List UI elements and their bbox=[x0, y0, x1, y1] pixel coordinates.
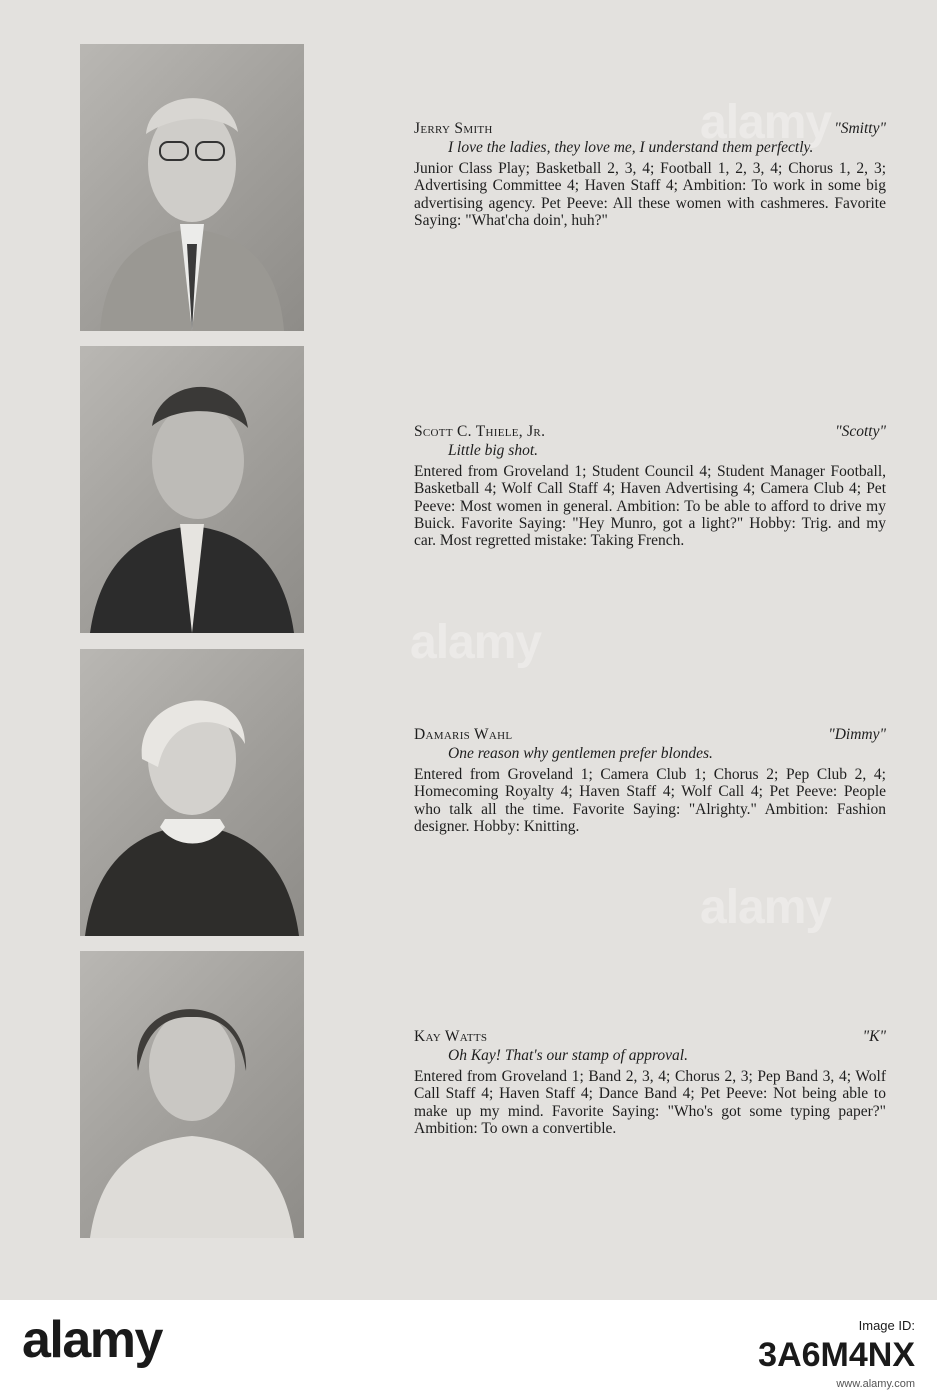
student-motto: I love the ladies, they love me, I understand them perfectly. bbox=[448, 139, 814, 157]
entry-header bbox=[414, 1028, 886, 1045]
student-motto: One reason why gentlemen prefer blondes. bbox=[448, 745, 713, 763]
student-bio: Entered from Groveland 1; Band 2, 3, 4; Chorus 2, 3; Pep Band 3, 4; Wolf Call Staff 4; Haven Staff 4; Dance Band 4; Pet Peeve: Not being able to make up my mind. Favorite Saying: "Who's got some typing paper?" Ambition: To own a convertible. bbox=[414, 1067, 886, 1138]
portrait-silhouette-1 bbox=[80, 44, 304, 331]
student-name: Scott C. Thiele, Jr. bbox=[414, 423, 546, 440]
watermark: alamy bbox=[700, 881, 832, 934]
student-name: Jerry Smith bbox=[414, 120, 493, 137]
student-bio: Junior Class Play; Basketball 2, 3, 4; Football 1, 2, 3, 4; Chorus 1, 2, 3; Advertising Committee 4; Haven Staff 4; Ambition: To work in some big advertising agency. Pet Peeve: All these women with cashmeres. Favorite Saying: "What'cha doin', huh?" bbox=[414, 159, 886, 230]
student-bio: Entered from Groveland 1; Camera Club 1; Chorus 2; Pep Club 2, 4; Homecoming Royalty 4; Haven Staff 4; Wolf Call 4; Pet Peeve: People who talk all the time. Favorite Saying: "Alrighty." Ambition: Fashion designer. Hobby: Knitting. bbox=[414, 765, 886, 836]
watermark: alamy bbox=[410, 616, 542, 669]
student-nickname: "Scotty" bbox=[835, 423, 886, 440]
image-id: 3A6M4NX bbox=[758, 1336, 915, 1374]
student-nickname: "Dimmy" bbox=[828, 726, 886, 743]
entry-header bbox=[414, 423, 886, 440]
portrait-silhouette-4 bbox=[80, 951, 304, 1238]
entry-header bbox=[414, 726, 886, 743]
entry-damaris-wahl bbox=[414, 726, 886, 835]
student-motto: Oh Kay! That's our stamp of approval. bbox=[448, 1047, 688, 1065]
student-bio: Entered from Groveland 1; Student Council 4; Student Manager Football, Basketball 4; Wolf Call Staff 4; Haven Advertising 4; Camera Club 4; Pet Peeve: Most women in general. Ambition: To be able to afford to drive my Buick. Favorite Saying: "Hey Munro, got a light?" Hobby: Trig. and my car. Most regretted mistake: Taking French. bbox=[414, 462, 886, 550]
student-motto: Little big shot. bbox=[448, 442, 538, 460]
portrait-silhouette-3 bbox=[80, 649, 304, 936]
student-name: Damaris Wahl bbox=[414, 726, 513, 743]
site-url: www.alamy.com bbox=[836, 1378, 915, 1390]
entry-kay-watts bbox=[414, 1028, 886, 1137]
portrait-photo-4 bbox=[80, 951, 304, 1238]
watermark: alamy bbox=[700, 96, 832, 149]
stock-footer bbox=[0, 1300, 937, 1390]
entry-scott-thiele bbox=[414, 423, 886, 550]
portrait-photo-1 bbox=[80, 44, 304, 331]
student-nickname: "K" bbox=[862, 1028, 886, 1045]
student-nickname: "Smitty" bbox=[834, 120, 886, 137]
portrait-silhouette-2 bbox=[80, 346, 304, 633]
image-id-label: Image ID: bbox=[858, 1318, 915, 1333]
portrait-photo-3 bbox=[80, 649, 304, 936]
student-name: Kay Watts bbox=[414, 1028, 488, 1045]
alamy-logo: alamy bbox=[22, 1311, 162, 1369]
portrait-photo-2 bbox=[80, 346, 304, 633]
